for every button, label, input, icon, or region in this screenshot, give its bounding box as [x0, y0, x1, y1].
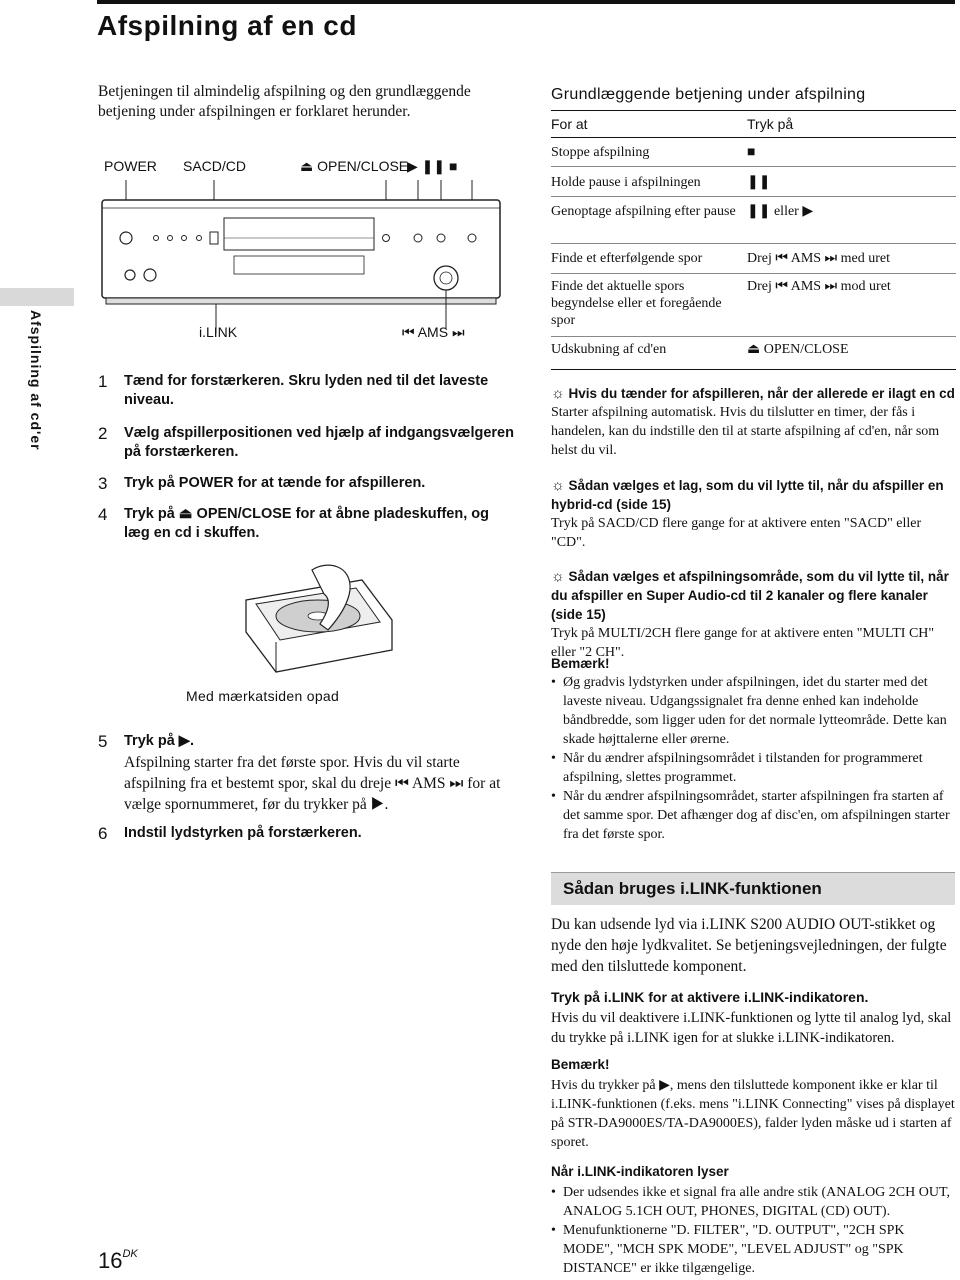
step-text: Indstil lydstyrken på forstærkeren.	[124, 825, 362, 841]
table-cell: Drej ⏮ AMS ⏭ mod uret	[747, 279, 891, 294]
table-row	[551, 167, 956, 197]
lightbulb-icon: ☼	[551, 568, 565, 585]
page-number	[98, 1248, 138, 1274]
tip-body: Tryk på SACD/CD flere gange for at aktivere enten "SACD" eller "CD".	[551, 516, 922, 550]
page-number-value: 16	[98, 1248, 123, 1273]
step-number: 1	[98, 372, 108, 391]
ilink-intro: Du kan udsende lyd via i.LINK S200 AUDIO OUT-stikket og nyde den høje lydkvalitet. Se betjeningsvejledningen, der fulgte med den tilsluttede komponent.	[551, 916, 947, 975]
ilink-note-body: Hvis du trykker på ▶, mens den tilsluttede komponent ikke er klar til i.LINK-funktionen (f.eks. mens "i.LINK Connecting" vises på displayet på STR-DA9000ES/TA-DA9000ES), falder lyden måske ud i starten af sporet.	[551, 1078, 955, 1150]
tip-body: Starter afspilning automatisk. Hvis du tilslutter en timer, der fås i handelen, kan du indstille den til at starte afspilning af cd'en, når som helst du vil.	[551, 405, 940, 458]
step-number: 5	[98, 732, 108, 751]
table-cell: ⏏ OPEN/CLOSE	[747, 342, 849, 357]
tip-heading: Sådan vælges et lag, som du vil lytte til, når du afspiller en hybrid-cd (side 15)	[551, 478, 944, 512]
table-cell: Finde det aktuelle spors begyndelse eller et foregående spor	[551, 279, 722, 328]
table-title: Grundlæggende betjening under afspilning	[551, 86, 866, 103]
table-row	[551, 244, 956, 274]
step-1	[98, 372, 518, 410]
intro-text: Betjeningen til almindelig afspilning og den grundlæggende betjening under afspilningen er forklaret herunder.	[98, 83, 471, 120]
table-cell: Drej ⏮ AMS ⏭ med uret	[747, 251, 891, 266]
label-ilink: i.LINK	[199, 324, 238, 340]
tip-body: Tryk på MULTI/2CH flere gange for at aktivere enten "MULTI CH" eller "2 CH".	[551, 626, 935, 660]
list-item: • Menufunktionerne "D. FILTER", "D. OUTPUT", "2CH SPK MODE", "MCH SPK MODE", "LEVEL ADJUST" og "SPK DISTANCE" er ikke tilgængelige.	[551, 1221, 956, 1278]
step-number: 4	[98, 505, 108, 524]
side-tab-label: Afspilning af cd'er	[28, 310, 44, 451]
table-cell: ■	[747, 145, 756, 160]
ilink-sub-body: Hvis du vil deaktivere i.LINK-funktionen og lytte til analog lyd, skal du trykke på i.LINK igen for at slukke i.LINK-indikatoren.	[551, 1010, 952, 1046]
table-cell: Genoptage afspilning efter pause	[551, 204, 736, 219]
label-ams: ⏮ AMS ⏭	[402, 324, 465, 340]
tip-heading: Sådan vælges et afspilningsområde, som du vil lytte til, når du afspiller en Super Audio-cd til 2 kanaler og flere kanaler (side 15)	[551, 569, 949, 622]
ilink-lit-heading: Når i.LINK-indikatoren lyser	[551, 1164, 729, 1179]
note-item: • Når du ændrer afspilningsområdet i tilstanden for programmeret afspilning, slettes programmet.	[551, 749, 956, 787]
label-power: POWER	[104, 158, 157, 174]
tip-2	[551, 476, 956, 552]
step-text: Vælg afspillerpositionen ved hjælp af indgangsvælgeren på forstærkeren.	[124, 425, 514, 460]
tip-1	[551, 384, 956, 460]
note-heading: Bemærk!	[551, 656, 610, 671]
cd-player-illustration	[96, 178, 516, 348]
lightbulb-icon: ☼	[551, 385, 565, 402]
table-row	[551, 337, 956, 370]
table-header-row	[551, 110, 956, 138]
step-text: Tryk på ⏏ OPEN/CLOSE for at åbne pladeskuffen, og læg en cd i skuffen.	[124, 506, 489, 541]
disc-caption: Med mærkatsiden opad	[186, 688, 340, 704]
table-row	[551, 274, 956, 337]
table-col-header: For at	[551, 116, 588, 132]
step-number: 2	[98, 424, 108, 443]
table-row	[551, 197, 956, 244]
lightbulb-icon: ☼	[551, 477, 565, 494]
step-text: Tænd for forstærkeren. Skru lyden ned til det laveste niveau.	[124, 373, 489, 408]
tip-3	[551, 567, 956, 662]
ilink-subheading: Tryk på i.LINK for at aktivere i.LINK-indikatoren.	[551, 989, 869, 1005]
ilink-lit-list	[551, 1183, 956, 1278]
top-rule	[97, 0, 955, 4]
note-item: • Når du ændrer afspilningsområdet, starter afspilningen fra starten af det samme spor. Det afhænger dog af disc'en, om afspilningen starter fra det første spor.	[551, 787, 956, 844]
label-play-pause-stop: ▶ ❚❚ ■	[407, 158, 458, 174]
page-title: Afspilning af en cd	[97, 10, 357, 41]
table-cell: ❚❚	[747, 175, 771, 190]
step-5	[98, 732, 518, 751]
step-4	[98, 505, 518, 543]
side-tab-marker	[0, 288, 74, 306]
table-cell: Udskubning af cd'en	[551, 342, 667, 357]
table-cell: ❚❚ eller ▶	[747, 204, 814, 219]
page-number-suffix: DK	[122, 1248, 138, 1260]
step-number: 6	[98, 824, 108, 843]
step-text: Tryk på ▶.	[124, 733, 194, 749]
tip-heading: Hvis du tænder for afspilleren, når der allerede er ilagt en cd	[568, 386, 955, 401]
note-1	[551, 654, 956, 844]
table-cell: Holde pause i afspilningen	[551, 175, 701, 190]
step-text: Tryk på POWER for at tænde for afspilleren.	[124, 475, 426, 491]
list-item: • Der udsendes ikke et signal fra alle andre stik (ANALOG 2CH OUT, ANALOG 5.1CH OUT, PHONES, DIGITAL (CD) OUT).	[551, 1183, 956, 1221]
table-col-header: Tryk på	[747, 116, 794, 132]
note-item: • Øg gradvis lydstyrken under afspilningen, idet du starter med det laveste niveau. Udgangssignalet fra denne enhed kan indeholde båndbredde, som ligger uden for det normale lytteområde. Dette kan skade højttalerne eller ørerne.	[551, 673, 956, 749]
step-3	[98, 474, 518, 493]
disc-tray-illustration	[232, 560, 402, 680]
table-cell: Stoppe afspilning	[551, 145, 650, 160]
label-sacd-cd: SACD/CD	[183, 158, 247, 174]
table-cell: Finde et efterfølgende spor	[551, 251, 703, 266]
step-number: 3	[98, 474, 108, 493]
step-5-body: Afspilning starter fra det første spor. Hvis du vil starte afspilning fra et bestemt spor, skal du dreje ⏮ AMS ⏭ for at vælge spornummeret, før du trykker på ▶.	[124, 754, 501, 813]
table-row	[551, 137, 956, 167]
label-open-close: ⏏ OPEN/CLOSE	[300, 158, 409, 174]
ilink-heading: Sådan bruges i.LINK-funktionen	[563, 879, 822, 898]
step-2	[98, 424, 518, 462]
ilink-note-heading: Bemærk!	[551, 1057, 610, 1072]
ilink-heading-box	[551, 872, 955, 905]
step-6	[98, 824, 518, 843]
